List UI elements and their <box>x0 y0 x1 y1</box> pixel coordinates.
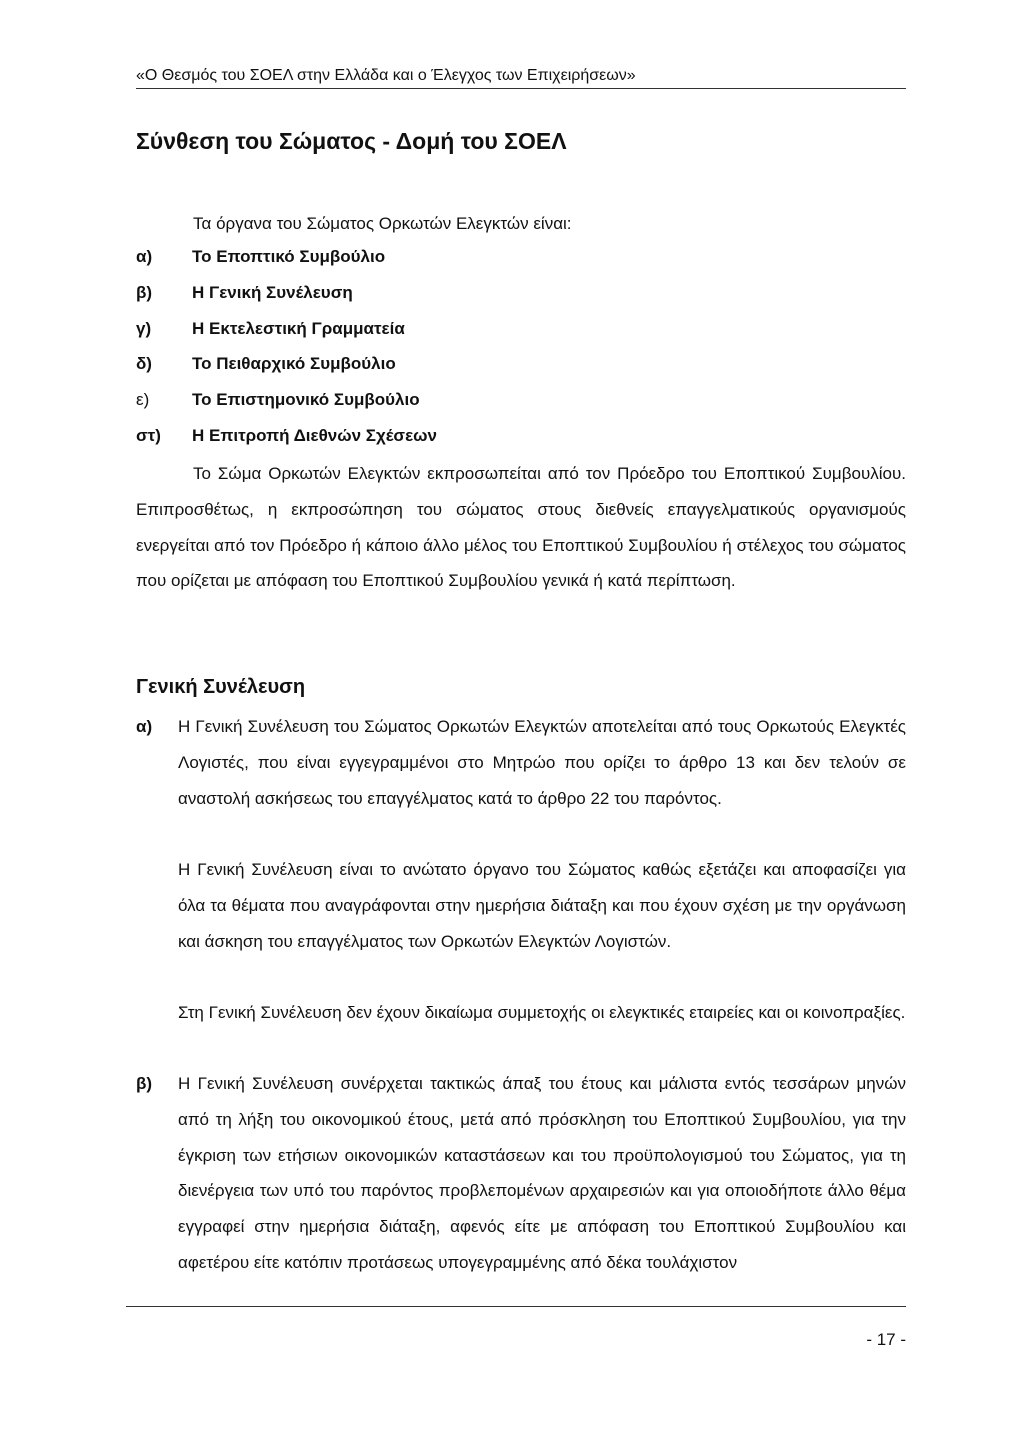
list-marker: δ) <box>136 354 152 374</box>
list-marker: γ) <box>136 318 152 338</box>
list-marker: ε) <box>136 390 150 410</box>
list-item <box>136 247 437 283</box>
list-item-label: Η Εκτελεστική Γραμματεία <box>192 318 405 338</box>
list-marker: β) <box>136 282 153 302</box>
organs-list <box>136 247 437 462</box>
item-a-continued-2 <box>136 995 906 1031</box>
item-a-paragraph-3: Στη Γενική Συνέλευση δεν έχουν δικαίωμα συμμετοχής οι ελεγκτικές εταιρείες και οι κοινοπραξίες. <box>178 1003 906 1022</box>
list-item-label: Η Γενική Συνέλευση <box>192 282 353 302</box>
list-item <box>136 354 437 390</box>
list-item <box>136 390 437 426</box>
item-marker: α) <box>136 717 153 736</box>
list-item <box>136 319 437 355</box>
running-header: «Ο Θεσμός του ΣΟΕΛ στην Ελλάδα και ο Έλεγχος των Επιχειρήσεων» <box>136 66 906 89</box>
list-item-label: Η Επιτροπή Διεθνών Σχέσεων <box>192 425 437 445</box>
list-marker: στ) <box>136 425 161 445</box>
item-a-paragraph-2: Η Γενική Συνέλευση είναι το ανώτατο όργανο του Σώματος καθώς εξετάζει και αποφασίζει για όλα τα θέματα που αναγράφονται στην ημερήσια διάταξη και που έχουν σχέση με την οργάνωση και άσκηση του επαγγέλματος των Ορκωτών Ελεγκτών Λογιστών. <box>178 860 906 951</box>
list-item-label: Το Εποπτικό Συμβούλιο <box>192 247 386 266</box>
item-a-paragraph-1: Η Γενική Συνέλευση του Σώματος Ορκωτών Ελεγκτών αποτελείται από τους Ορκωτούς Ελεγκτές Λογιστές, που είναι εγγεγραμμένοι στο Μητρώο που ορίζει το άρθρο 13 και δεν τελούν σε αναστολή ασκήσεως του επαγγέλματος κατά το άρθρο 22 του παρόντος. <box>178 717 906 808</box>
section-title: Σύνθεση του Σώματος - Δομή του ΣΟΕΛ <box>136 128 567 154</box>
footer-divider <box>126 1306 906 1307</box>
item-b-paragraph-1: Η Γενική Συνέλευση συνέρχεται τακτικώς άπαξ του έτους και μάλιστα εντός τεσσάρων μηνών από τη λήξη του οικονομικού έτους, μετά από πρόσκληση του Εποπτικού Συμβουλίου, για την έγκριση των ετήσιων οικονομικών καταστάσεων και του προϋπολογισμού του Σώματος, για τη διενέργεια των υπό του παρόντος προβλεπομένων αρχαιρεσιών και για οποιοδήποτε άλλο θέμα εγγραφεί στην ημερήσια διάταξη, αφενός είτε με απόφαση του Εποπτικού Συμβουλίου και αφετέρου είτε κατόπιν προτάσεως υπογεγραμμένης από δέκα τουλάχιστον <box>178 1074 906 1272</box>
subsection-title: Γενική Συνέλευση <box>136 676 306 698</box>
list-item-label: Το Επιστημονικό Συμβούλιο <box>192 390 420 410</box>
list-marker: α) <box>136 247 153 266</box>
organs-intro: Τα όργανα του Σώματος Ορκωτών Ελεγκτών είναι: <box>193 214 572 233</box>
representation-paragraph: Το Σώμα Ορκωτών Ελεγκτών εκπροσωπείται από τον Πρόεδρο του Εποπτικού Συμβουλίου. Επιπροσθέτως, η εκπροσώπηση του σώματος στους διεθνείς επαγγελματικούς οργανισμούς ενεργείται από τον Πρόεδρο ή κάποιο άλλο μέλος του Εποπτικού Συμβουλίου ή στέλεχος του σώματος που ορίζεται με απόφαση του Εποπτικού Συμβουλίου γενικά ή κατά περίπτωση. <box>136 464 906 591</box>
item-a <box>136 709 906 816</box>
list-item-label: Το Πειθαρχικό Συμβούλιο <box>192 354 396 374</box>
item-b <box>136 1066 906 1281</box>
item-marker: β) <box>136 1074 153 1093</box>
list-item <box>136 283 437 319</box>
item-a-continued <box>136 852 906 959</box>
page-number: - 17 - <box>866 1330 906 1349</box>
